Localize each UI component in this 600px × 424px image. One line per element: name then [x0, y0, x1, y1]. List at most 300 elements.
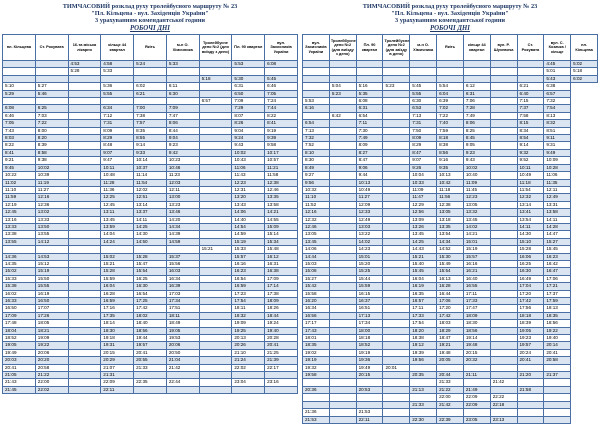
- time-cell: [329, 186, 356, 193]
- time-cell: [410, 409, 437, 416]
- time-cell: 21:20: [517, 372, 544, 379]
- time-cell: 16:50: [3, 305, 36, 312]
- time-cell: 15:19: [232, 238, 265, 245]
- time-cell: [544, 409, 571, 416]
- time-cell: [490, 209, 517, 216]
- time-cell: 12:03: [166, 179, 199, 186]
- time-cell: 9:43: [232, 142, 265, 149]
- time-cell: 7:15: [517, 98, 544, 105]
- time-cell: 19:12: [410, 342, 437, 349]
- table-row: [3, 61, 298, 68]
- table-row: [303, 209, 598, 216]
- time-cell: 8:34: [517, 127, 544, 134]
- time-cell: 13:33: [35, 216, 68, 223]
- time-cell: [199, 379, 232, 386]
- time-cell: [490, 98, 517, 105]
- time-cell: [383, 283, 410, 290]
- time-cell: 6:53: [410, 105, 437, 112]
- time-cell: 18:30: [101, 327, 134, 334]
- time-cell: 21:33: [134, 364, 167, 371]
- table-row: [3, 216, 298, 223]
- time-cell: 18:29: [437, 327, 464, 334]
- time-cell: [199, 172, 232, 179]
- time-cell: 18:30: [463, 320, 490, 327]
- time-cell: [199, 112, 232, 119]
- time-cell: 11:52: [303, 201, 330, 208]
- time-cell: [68, 157, 101, 164]
- time-cell: 14:25: [410, 238, 437, 245]
- time-cell: 21:33: [437, 379, 464, 386]
- time-cell: [329, 253, 356, 260]
- time-cell: 8:45: [463, 135, 490, 142]
- table-row: [303, 231, 598, 238]
- time-cell: 7:40: [437, 120, 464, 127]
- time-cell: [68, 298, 101, 305]
- time-cell: [68, 238, 101, 245]
- time-cell: [134, 98, 167, 105]
- right-title: ТИМЧАСОВИЙ розклад руху тролейбусного маршруту № 23: [362, 3, 538, 10]
- table-row: [303, 164, 598, 171]
- time-cell: [490, 246, 517, 253]
- time-cell: [383, 394, 410, 401]
- time-cell: 15:21: [101, 260, 134, 267]
- time-cell: 5:55: [101, 90, 134, 97]
- time-cell: 16:19: [35, 290, 68, 297]
- table-row: [3, 305, 298, 312]
- time-cell: 22:02: [232, 364, 265, 371]
- time-cell: [68, 98, 101, 105]
- time-cell: 15:33: [232, 246, 265, 253]
- time-cell: 21:42: [166, 364, 199, 371]
- time-cell: [517, 61, 544, 68]
- time-cell: 20:58: [544, 357, 571, 364]
- table-row: [303, 105, 598, 112]
- time-cell: [329, 61, 356, 68]
- time-cell: 21:42: [437, 401, 464, 408]
- time-cell: [490, 372, 517, 379]
- time-cell: 17:38: [265, 290, 298, 297]
- time-cell: [437, 364, 464, 371]
- time-cell: 12:11: [544, 186, 571, 193]
- column-header: вул. С. Козачка / кільце: [544, 35, 571, 61]
- time-cell: [199, 135, 232, 142]
- time-cell: 13:09: [410, 216, 437, 223]
- time-cell: 6:57: [544, 90, 571, 97]
- time-cell: 8:39: [35, 142, 68, 149]
- time-cell: 13:58: [544, 209, 571, 216]
- time-cell: [490, 386, 517, 393]
- time-cell: 8:09: [101, 127, 134, 134]
- time-cell: [68, 135, 101, 142]
- time-cell: [329, 349, 356, 356]
- time-cell: 13:05: [303, 231, 330, 238]
- time-cell: 12:11: [166, 186, 199, 193]
- time-cell: 5:23: [329, 90, 356, 97]
- table-row: [303, 379, 598, 386]
- time-cell: 13:50: [35, 223, 68, 230]
- table-row: [303, 357, 598, 364]
- time-cell: [383, 194, 410, 201]
- time-cell: [166, 386, 199, 393]
- time-cell: [199, 194, 232, 201]
- time-cell: 17:43: [303, 327, 330, 334]
- time-cell: 14:25: [134, 223, 167, 230]
- time-cell: 9:14: [134, 142, 167, 149]
- time-cell: 19:48: [437, 349, 464, 356]
- time-cell: [68, 75, 101, 82]
- time-cell: 20:20: [35, 357, 68, 364]
- time-cell: 15:48: [265, 246, 298, 253]
- time-cell: [463, 75, 490, 82]
- table-row: [3, 298, 298, 305]
- time-cell: 7:58: [517, 112, 544, 119]
- table-row: [303, 68, 598, 75]
- time-cell: [329, 275, 356, 282]
- time-cell: 7:54: [544, 105, 571, 112]
- time-cell: 22:35: [134, 379, 167, 386]
- time-cell: 19:56: [410, 357, 437, 364]
- table-row: [303, 149, 598, 156]
- time-cell: [410, 379, 437, 386]
- time-cell: 14:12: [35, 238, 68, 245]
- time-cell: 19:05: [166, 327, 199, 334]
- time-cell: 13:16: [3, 216, 36, 223]
- time-cell: [329, 68, 356, 75]
- time-cell: 15:25: [356, 268, 383, 275]
- time-cell: [68, 320, 101, 327]
- time-cell: 22:09: [463, 394, 490, 401]
- time-cell: 13:54: [517, 216, 544, 223]
- time-cell: [68, 290, 101, 297]
- time-cell: 22:09: [101, 379, 134, 386]
- time-cell: [383, 349, 410, 356]
- table-row: [3, 246, 298, 253]
- time-cell: [68, 172, 101, 179]
- time-cell: 15:54: [134, 268, 167, 275]
- time-cell: 17:09: [265, 275, 298, 282]
- time-cell: 10:39: [35, 172, 68, 179]
- time-cell: [199, 231, 232, 238]
- time-cell: 6:46: [265, 83, 298, 90]
- time-cell: [383, 268, 410, 275]
- time-cell: 21:42: [490, 379, 517, 386]
- time-cell: [383, 275, 410, 282]
- time-cell: 17:51: [166, 305, 199, 312]
- time-cell: 16:16: [463, 260, 490, 267]
- time-cell: 5:01: [544, 68, 571, 75]
- time-cell: 5:35: [356, 90, 383, 97]
- time-cell: 15:20: [356, 260, 383, 267]
- time-cell: [490, 105, 517, 112]
- time-cell: 17:21: [544, 283, 571, 290]
- time-cell: [68, 312, 101, 319]
- time-cell: [383, 216, 410, 223]
- time-cell: [329, 105, 356, 112]
- time-cell: [199, 164, 232, 171]
- time-cell: 15:37: [166, 253, 199, 260]
- time-cell: [383, 90, 410, 97]
- time-cell: [68, 386, 101, 393]
- time-cell: 9:47: [101, 157, 134, 164]
- time-cell: 6:08: [265, 61, 298, 68]
- time-cell: [490, 164, 517, 171]
- time-cell: 21:39: [265, 357, 298, 364]
- time-cell: 5:16: [356, 83, 383, 90]
- time-cell: 10:32: [303, 186, 330, 193]
- time-cell: 12:45: [3, 209, 36, 216]
- time-cell: 8:47: [410, 149, 437, 156]
- time-cell: [329, 209, 356, 216]
- time-cell: [68, 349, 101, 356]
- time-cell: [410, 61, 437, 68]
- time-cell: 7:02: [437, 105, 464, 112]
- time-cell: 17:13: [356, 312, 383, 319]
- time-cell: [490, 260, 517, 267]
- time-cell: 9:16: [437, 157, 464, 164]
- time-cell: 15:30: [437, 253, 464, 260]
- time-cell: [134, 386, 167, 393]
- left-schedule-sheet: [2, 0, 298, 408]
- table-row: [303, 320, 598, 327]
- time-cell: 13:02: [35, 209, 68, 216]
- time-cell: 7:57: [134, 120, 167, 127]
- table-row: [3, 157, 298, 164]
- time-cell: 6:08: [356, 98, 383, 105]
- time-cell: 11:06: [232, 164, 265, 171]
- time-cell: 17:04: [517, 283, 544, 290]
- time-cell: 9:31: [544, 142, 571, 149]
- time-cell: 17:25: [134, 298, 167, 305]
- table-row: [303, 120, 598, 127]
- time-cell: 16:40: [463, 275, 490, 282]
- time-cell: 13:45: [410, 231, 437, 238]
- time-cell: 6:54: [356, 112, 383, 119]
- time-cell: 16:50: [35, 298, 68, 305]
- time-cell: [199, 268, 232, 275]
- time-cell: [329, 357, 356, 364]
- time-cell: 10:14: [134, 157, 167, 164]
- time-cell: 15:55: [35, 283, 68, 290]
- time-cell: 6:16: [303, 105, 330, 112]
- time-cell: [329, 372, 356, 379]
- time-cell: 13:46: [166, 209, 199, 216]
- time-cell: 7:49: [463, 112, 490, 119]
- time-cell: 7:32: [544, 98, 571, 105]
- time-cell: 5:36: [101, 83, 134, 90]
- time-cell: 12:32: [517, 194, 544, 201]
- time-cell: [68, 253, 101, 260]
- time-cell: 8:18: [437, 135, 464, 142]
- table-row: [303, 142, 598, 149]
- time-cell: 7:43: [3, 127, 36, 134]
- table-row: [303, 364, 598, 371]
- table-row: [303, 409, 598, 416]
- time-cell: 21:05: [3, 372, 36, 379]
- time-cell: [410, 394, 437, 401]
- table-row: [303, 223, 598, 230]
- time-cell: 17:03: [166, 290, 199, 297]
- time-cell: 9:06: [356, 164, 383, 171]
- table-row: [303, 401, 598, 408]
- time-cell: [329, 290, 356, 297]
- time-cell: 7:49: [356, 135, 383, 142]
- time-cell: [517, 68, 544, 75]
- time-cell: 8:41: [265, 120, 298, 127]
- time-cell: [68, 186, 101, 193]
- time-cell: 17:54: [410, 320, 437, 327]
- column-header: кільце 44 квартал: [463, 35, 490, 61]
- time-cell: [68, 246, 101, 253]
- time-cell: 10:11: [101, 164, 134, 171]
- time-cell: [383, 157, 410, 164]
- time-cell: 17:48: [3, 320, 36, 327]
- time-cell: [490, 357, 517, 364]
- time-cell: 14:11: [517, 223, 544, 230]
- time-cell: 8:55: [134, 135, 167, 142]
- table-row: [3, 327, 298, 334]
- table-row: [3, 335, 298, 342]
- time-cell: [166, 246, 199, 253]
- time-cell: 12:29: [410, 201, 437, 208]
- time-cell: [463, 68, 490, 75]
- table-row: [303, 172, 598, 179]
- time-cell: 21:43: [3, 379, 36, 386]
- time-cell: 5:18: [199, 75, 232, 82]
- time-cell: 8:44: [166, 127, 199, 134]
- time-cell: [199, 283, 232, 290]
- time-cell: 11:56: [437, 194, 464, 201]
- time-cell: [101, 98, 134, 105]
- table-row: [303, 283, 598, 290]
- time-cell: 17:42: [517, 298, 544, 305]
- time-cell: 11:19: [35, 179, 68, 186]
- time-cell: [517, 416, 544, 423]
- time-cell: 17:34: [356, 320, 383, 327]
- time-cell: [383, 246, 410, 253]
- time-cell: 6:25: [35, 105, 68, 112]
- time-cell: 15:45: [544, 246, 571, 253]
- time-cell: [329, 327, 356, 334]
- time-cell: 15:28: [134, 253, 167, 260]
- time-cell: [265, 68, 298, 75]
- table-row: [303, 275, 598, 282]
- time-cell: [68, 120, 101, 127]
- time-cell: 11:43: [232, 172, 265, 179]
- time-cell: 12:16: [35, 194, 68, 201]
- time-cell: [517, 364, 544, 371]
- time-cell: [490, 253, 517, 260]
- time-cell: 15:54: [437, 268, 464, 275]
- time-cell: 17:16: [101, 305, 134, 312]
- time-cell: [101, 246, 134, 253]
- table-row: [3, 83, 298, 90]
- time-cell: 11:35: [544, 179, 571, 186]
- time-cell: [68, 179, 101, 186]
- time-cell: 8:41: [3, 149, 36, 156]
- time-cell: 10:49: [517, 172, 544, 179]
- time-cell: 6:11: [166, 83, 199, 90]
- time-cell: 16:34: [166, 275, 199, 282]
- time-cell: 11:27: [356, 194, 383, 201]
- time-cell: 19:05: [517, 327, 544, 334]
- time-cell: [68, 379, 101, 386]
- time-cell: 14:04: [101, 231, 134, 238]
- time-cell: 16:28: [101, 290, 134, 297]
- time-cell: 20:28: [265, 335, 298, 342]
- table-row: [3, 312, 298, 319]
- time-cell: 12:33: [356, 209, 383, 216]
- time-cell: 16:38: [265, 268, 298, 275]
- time-cell: 17:33: [410, 312, 437, 319]
- time-cell: [329, 172, 356, 179]
- time-cell: 20:14: [544, 342, 571, 349]
- time-cell: 19:09: [232, 320, 265, 327]
- column-header: м-н О. Хімичника: [166, 35, 199, 61]
- time-cell: 21:45: [3, 386, 36, 393]
- time-cell: 8:06: [166, 120, 199, 127]
- time-cell: 8:06: [463, 120, 490, 127]
- time-cell: 14:40: [232, 216, 265, 223]
- time-cell: 6:02: [571, 75, 598, 82]
- time-cell: 16:51: [356, 305, 383, 312]
- time-cell: 15:38: [3, 283, 36, 290]
- time-cell: 16:33: [3, 298, 36, 305]
- time-cell: [199, 179, 232, 186]
- time-cell: 20:06: [166, 342, 199, 349]
- time-cell: 12:31: [232, 186, 265, 193]
- time-cell: 21:13: [410, 386, 437, 393]
- time-cell: [329, 194, 356, 201]
- table-row: [3, 75, 298, 82]
- table-row: [3, 283, 298, 290]
- table-row: [3, 231, 298, 238]
- time-cell: 18:00: [356, 327, 383, 334]
- column-header: кільце 44 квартал: [101, 35, 134, 61]
- time-cell: 8:20: [35, 135, 68, 142]
- time-cell: 10:22: [3, 172, 36, 179]
- time-cell: 20:32: [463, 357, 490, 364]
- time-cell: 15:14: [265, 231, 298, 238]
- time-cell: 17:11: [410, 305, 437, 312]
- time-cell: 11:47: [410, 194, 437, 201]
- time-cell: [199, 127, 232, 134]
- column-header: 16-та міська лікарня: [68, 35, 101, 61]
- time-cell: 21:37: [544, 372, 571, 379]
- time-cell: [329, 283, 356, 290]
- time-cell: 9:23: [463, 149, 490, 156]
- time-cell: 8:10: [303, 149, 330, 156]
- time-cell: 11:02: [3, 179, 36, 186]
- time-cell: 16:16: [232, 260, 265, 267]
- time-cell: [490, 275, 517, 282]
- table-row: [303, 127, 598, 134]
- time-cell: 19:14: [463, 335, 490, 342]
- time-cell: [490, 127, 517, 134]
- time-cell: 17:06: [544, 275, 571, 282]
- time-cell: 17:42: [437, 312, 464, 319]
- table-row: [303, 112, 598, 119]
- time-cell: [383, 231, 410, 238]
- time-cell: 5:45: [265, 75, 298, 82]
- time-cell: 16:15: [356, 290, 383, 297]
- time-cell: 14:06: [232, 209, 265, 216]
- time-cell: [383, 179, 410, 186]
- time-cell: [383, 386, 410, 393]
- time-cell: [329, 149, 356, 156]
- time-cell: 22:09: [463, 401, 490, 408]
- time-cell: [490, 283, 517, 290]
- time-cell: [383, 112, 410, 119]
